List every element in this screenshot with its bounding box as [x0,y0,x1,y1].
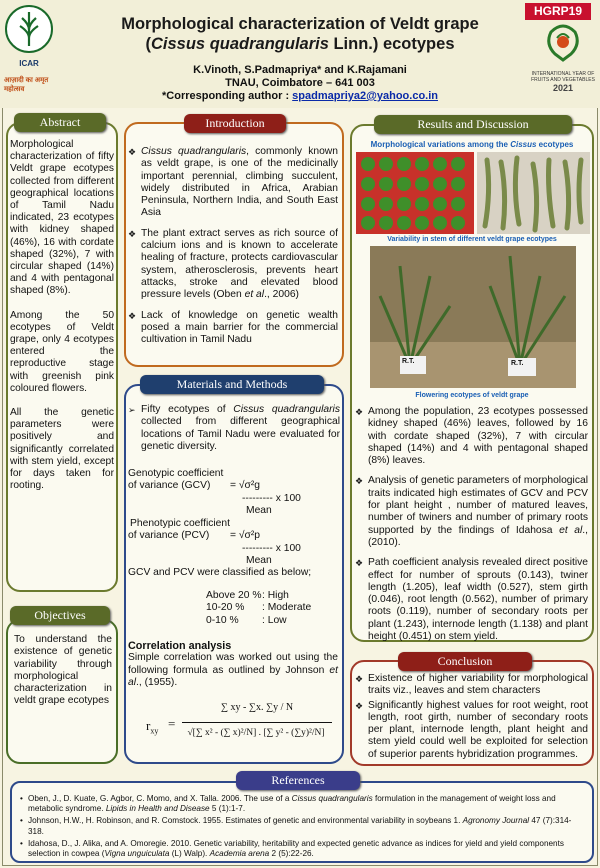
methods-heading: Materials and Methods [140,375,324,394]
intro-bullet-1: ❖ Cissus quadrangularis, commonly known as veldt grape, is one of the medicinally important perennial, climbing succulent, widely distributed in Africa, Arabian Peninsula, Northern India, and South East Asia [128,146,338,220]
email-link[interactable]: spadmapriya2@yahoo.co.in [292,90,438,102]
reference-2: • Johnson, H.W., H. Robinson, and R. Comstock. 1955. Estimates of genetic and environmental variability in soybeans 1. Agronomy Journal 47 (7):314-318. [20,816,586,836]
class-row: 0-10 % : Low [206,614,287,626]
icar-label: ICAR [19,59,39,68]
reference-3: • Idahosa, D., J. Alika, and A. Omoregie. 2010. Genetic variability, heritability and expected genetic advance as indices for yield and yield components selection in cowpea (Vigna unguiculata (L) Walp). Academia arena 2 (5):22-26. [20,839,586,859]
flowering-ecotypes-photo [370,246,576,388]
intro-bullet-3: ❖ Lack of knowledge on genetic wealth posed a main barrier for the commercial cultivation in Tamil Nadu [128,310,338,347]
correlation-formula: $r_{xy}$ = ∑ xy - ∑x. ∑y / N √[∑ x² - (∑ x)²/N] . [∑ y² - (∑y)²/N] [146,702,336,758]
title-line-1: Morphological characterization of Veldt grape [121,15,479,33]
results-bullet-3: ❖ Path coefficient analysis revealed direct positive effect for number of sprouts (0.143), twiner length (1.205), leaf width (0.527), stem girth (0.046), root length (0.562), number of primary roots (0.119), number of secondary roots per plant (1.243), internode length (1.138) and plant height (0.451) on stem yield. [355,557,588,643]
photo1-caption: Morphological variations among the Cissus ecotypes [370,140,574,149]
photo3-caption: Flowering ecotypes of veldt grape [415,392,529,399]
results-bullet-2: ❖ Analysis of genetic parameters of morphological traits indicated high estimates of GCV and PCV for plant height , number of matured leaves, number of twiners and number of primary roots supported by the findings of Idahosa et al., (2010). [355,475,588,549]
abstract-p1: Morphological characterization of fifty Veldt grape ecotypes collected from different geographical locations of Tamil Nadu indicated, 23 ecotypes with kidney shaped (46%), 16 with cordate shaped (32%), 7 with circular shaped (14%) and 4 with pentagonal shaped (8%). [10,139,114,297]
leaf-variation-photo [356,152,474,234]
methods-bullet-1: ➢ Fifty ecotypes of Cissus quadrangularis collected from different geographical locations of Tamil Nadu were evaluated for genetic diversity. [128,404,340,453]
results-bullet-1: ❖ Among the population, 23 ecotypes possessed kidney shaped (46%) leaves, followed by 16 with cordate shaped (32%), 7 with circular shaped (14%) and 4 with pentagonal shaped (8%) leaves. [355,406,588,467]
results-bullets [355,406,588,651]
corresponding-author: *Corresponding author : spadmapriya2@yahoo.co.in [162,90,438,102]
conclusion-heading: Conclusion [398,652,532,671]
abstract-body [10,139,114,492]
azadi-logo: आज़ादी का अमृत महोत्सव [4,77,49,93]
formula-denominator: √[∑ x² - (∑ x)²/N] . [∑ y² - (∑y)²/N] [187,728,325,738]
intro-bullet-2: ❖ The plant extract serves as rich source of calcium ions and is known to accelerate healing of fracture, protects cardiovascular system, atherosclerosis, prevents heart attacks, stroke and elevated blood pressure levels (Oben et al., 2006) [128,228,338,302]
objectives-text: To understand the existence of genetic variability through morphological characterization in veldt grape ecotypes [14,634,112,707]
methods-body [128,404,340,461]
wheat-emblem-icon [4,4,54,54]
results-heading: Results and Discussion [374,115,572,134]
class-row: Above 20 %: High [206,590,289,601]
author-block [100,64,500,103]
abstract-heading: Abstract [14,113,106,132]
year-logo-year: 2021 [552,83,574,93]
references-list [20,794,586,861]
classification-table [206,590,336,627]
pcv-formula: Phenotypic coefficient of variance (PCV) = √σ²p --------- x 100 Mean [128,518,301,566]
stem-variation-photo [477,152,590,234]
poster-title [100,14,500,54]
fruits-vegetables-emblem-icon [543,22,583,66]
icar-logo [4,4,66,108]
correlation-text: Simple correlation was worked out using the following formula as outlined by Johnson et al., (1955). [128,652,338,688]
correlation-heading: Correlation analysis [128,640,232,652]
year-logo-text: INTERNATIONAL YEAR OF FRUITS AND VEGETABLES [531,71,595,83]
plant-tag-1: R.T. [402,358,415,365]
institution: TNAU, Coimbatore – 641 003 [225,77,375,89]
year-of-fruits-logo [528,22,598,110]
conclusion-bullet-1: ❖ Existence of higher variability for morphological traits viz., leaves and stem characters [355,673,588,698]
introduction-body [128,146,338,354]
plant-tag-2: R.T. [511,360,524,367]
formula-r: $r_{xy}$ [146,718,159,736]
gcv-formula: Genotypic coefficient of variance (GCV) = √σ²g --------- x 100 Mean [128,468,301,516]
abstract-p3: All the genetic parameters were positively and significantly correlated with stem yield, except for days taken for rooting. [10,407,114,492]
conclusion-body [355,673,588,769]
poster-code-badge: HGRP19 [525,3,591,20]
formula-numerator: ∑ xy - ∑x. ∑y / N [220,702,294,713]
abstract-p2: Among the 50 ecotypes of Veldt grape, only 4 ecotypes entered the reproductive stage with greenish pink coloured flowers. [10,309,114,394]
photo2-caption: Variability in stem of different veldt grape ecotypes [387,236,557,243]
classification-intro: GCV and PCV were classified as below; [128,567,312,578]
references-heading: References [236,771,360,790]
objectives-heading: Objectives [10,606,110,625]
reference-1: • Oben, J., D. Kuate, G. Agbor, C. Momo, and X. Talla. 2006. The use of a Cissus quadrangularis formulation in the management of weight loss and metabolic syndrome. Lipids in Health and Disease 5 (1):1-7. [20,794,586,814]
formula-divider [182,722,332,723]
conclusion-bullet-2: ❖ Significantly highest values for root weight, root length, root girth, number of secondary roots per plant, internode length, plant height and stem yield could well be exploited for selection of superior parents hybridization programmes. [355,700,588,761]
authors: K.Vinoth, S.Padmapriya* and K.Rajamani [193,64,407,76]
introduction-heading: Introduction [184,114,286,133]
title-line-2: (Cissus quadrangularis Linn.) ecotypes [145,35,455,53]
class-row: 10-20 % : Moderate [206,602,312,614]
correlation-section [128,640,338,689]
